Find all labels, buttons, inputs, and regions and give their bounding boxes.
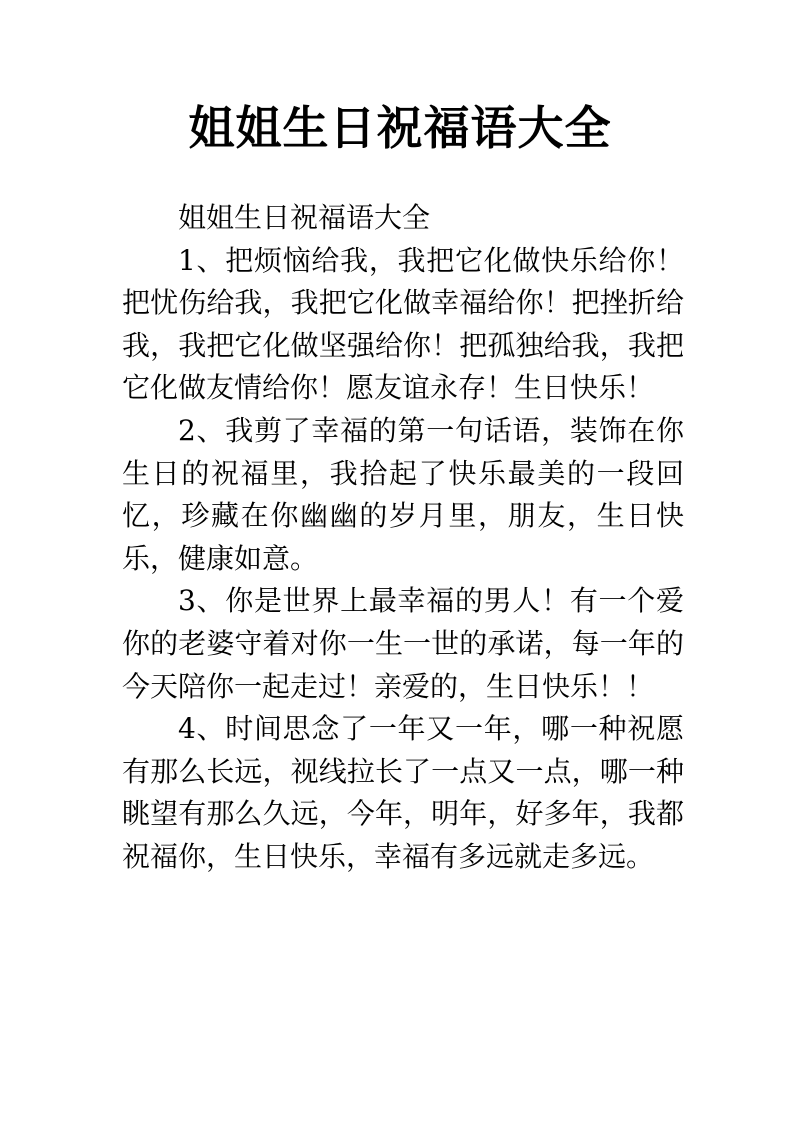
body-heading: 姐姐生日祝福语大全 bbox=[178, 201, 431, 234]
paragraph-4: 4、时间思念了一年又一年，哪一种祝愿有那么长远，视线拉长了一点又一点，哪一种眺望有那么久远，今年，明年，好多年，我都祝福你，生日快乐，幸福有多远就走多远。 bbox=[122, 712, 684, 873]
document-title: 姐姐生日祝福语大全 bbox=[188, 101, 612, 155]
paragraph-1: 1、把烦恼给我，我把它化做快乐给你！把忧伤给我，我把它化做幸福给你！把挫折给我，我把它化做坚强给你！把孤独给我，我把它化做友情给你！愿友谊永存！生日快乐！ bbox=[122, 243, 684, 405]
document-body bbox=[122, 197, 684, 879]
paragraph-3: 3、你是世界上最幸福的男人！有一个爱你的老婆守着对你一生一世的承诺，每一年的今天陪你一起走过！亲爱的，生日快乐！！ bbox=[122, 584, 684, 703]
paragraph-2: 2、我剪了幸福的第一句话语，装饰在你生日的祝福里，我拾起了快乐最美的一段回忆，珍藏在你幽幽的岁月里，朋友，生日快乐，健康如意。 bbox=[122, 413, 684, 575]
